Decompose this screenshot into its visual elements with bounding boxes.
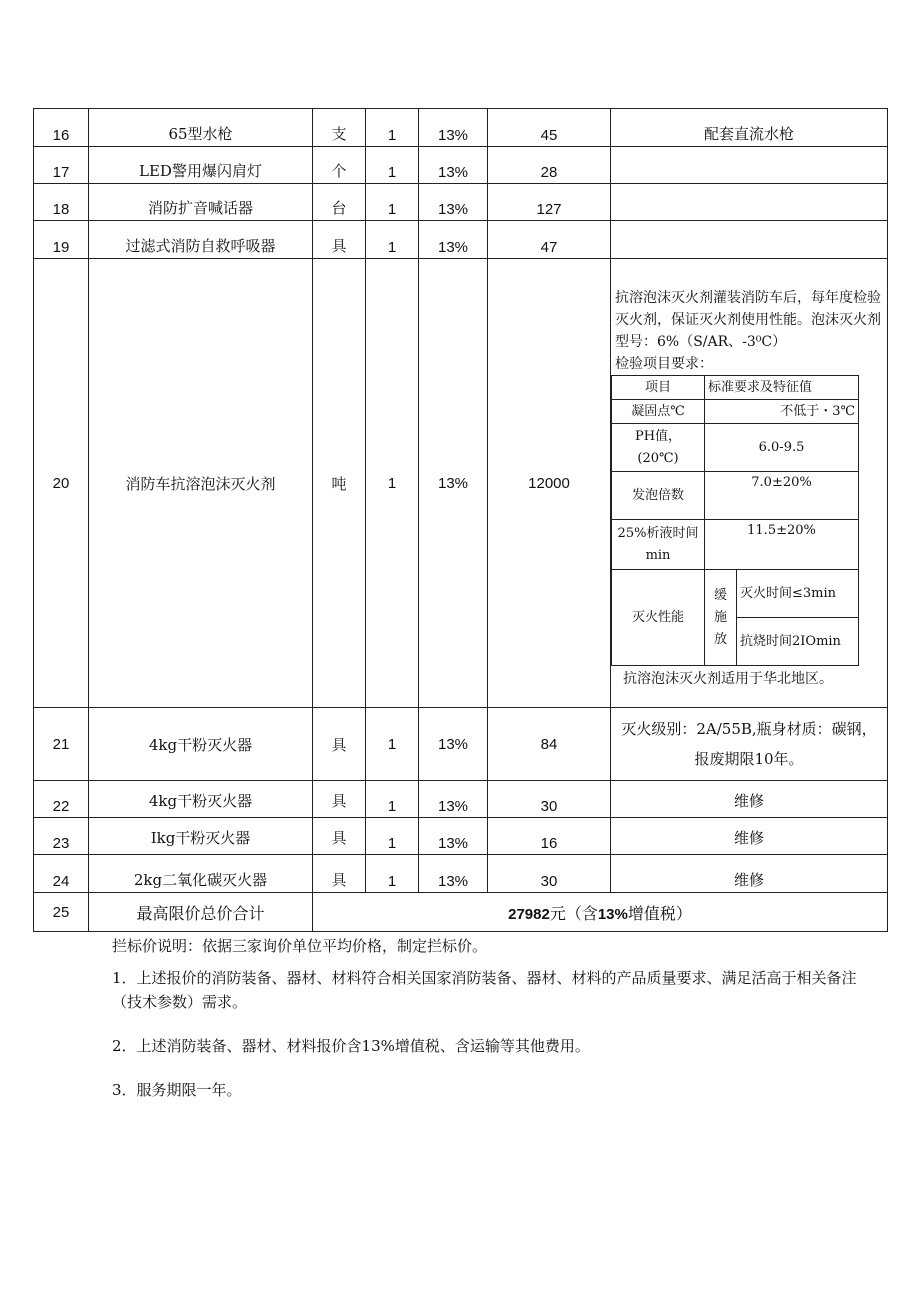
item-name: 65型水枪 [89, 109, 313, 147]
item-price: 84 [488, 708, 611, 781]
table-row [34, 708, 888, 781]
item-unit: 具 [313, 708, 366, 781]
row-number: 23 [34, 818, 89, 855]
item-unit: 具 [313, 781, 366, 818]
row-number: 22 [34, 781, 89, 818]
total-tax: 13% [597, 905, 628, 923]
price-table [33, 108, 888, 932]
foam-label: 发泡倍数 [612, 472, 705, 520]
fire-sub: 缓施放 [705, 570, 737, 666]
item-qty: 1 [366, 818, 419, 855]
spec-subtitle: 检验项目要求： [615, 356, 713, 372]
item-price: 30 [488, 781, 611, 818]
table-row [34, 855, 888, 893]
table-row [34, 184, 888, 221]
item-tax: 13% [419, 109, 488, 147]
fire-time: 灭火时间≤3min [737, 570, 859, 618]
item-qty: 1 [366, 781, 419, 818]
item-tax: 13% [419, 184, 488, 221]
item-price: 127 [488, 184, 611, 221]
burn-time: 抗烧时间2IOmin [737, 618, 859, 666]
item-unit: 支 [313, 109, 366, 147]
item-remark [611, 184, 888, 221]
drain-label: 25%析液时间min [612, 520, 705, 570]
item-qty: 1 [366, 184, 419, 221]
item-name: LED警用爆闪肩灯 [89, 147, 313, 184]
item-price: 47 [488, 221, 611, 259]
row-number: 18 [34, 184, 89, 221]
item-name: 2kg二氧化碳灭火器 [89, 855, 313, 893]
notes-item-1: 1．上述报价的消防装备、器材、材料符合相关国家消防装备、器材、材料的产品质量要求、满足活高于相关备注（技术参数）需求。 [112, 969, 857, 1011]
item-name: Ikg干粉灭火器 [89, 818, 313, 855]
notes-item-2: 2．上述消防装备、器材、材料报价含13%增值税、含运输等其他费用。 [112, 1037, 590, 1055]
item-price: 28 [488, 147, 611, 184]
table-row [34, 818, 888, 855]
item-unit: 具 [313, 818, 366, 855]
item-remark: 维修 [611, 781, 888, 818]
row-number: 19 [34, 221, 89, 259]
item-remark: 维修 [611, 855, 888, 893]
total-tax-suffix: 增值税） [627, 903, 692, 923]
item-name: 消防扩音喊话器 [89, 184, 313, 221]
ph-value: 6.0-9.5 [705, 424, 859, 472]
table-row [34, 147, 888, 184]
item-unit: 个 [313, 147, 366, 184]
foam-value: 7.0±20% [705, 472, 859, 520]
row-number: 16 [34, 109, 89, 147]
row-number: 17 [34, 147, 89, 184]
freeze-label: 凝固点℃ [612, 400, 705, 424]
total-amount-cell [313, 893, 888, 932]
total-suffix: 元（含 [549, 903, 598, 923]
item-tax: 13% [419, 855, 488, 893]
total-row [34, 893, 888, 932]
header-item: 项目 [612, 376, 705, 400]
item-remark [611, 221, 888, 259]
drain-value: 11.5±20% [705, 520, 859, 570]
item-remark: 灭火级别：2A/55B,瓶身材质：碳钢，报废期限10年。 [611, 708, 888, 781]
item-qty: 1 [366, 147, 419, 184]
spec-cell [611, 259, 888, 708]
total-label: 最高限价总价合计 [89, 893, 313, 932]
item-price: 30 [488, 855, 611, 893]
spec-intro: 抗溶泡沫灭火剂灌装消防车后，每年度检验灭火剂，保证灭火剂使用性能。泡沫灭火剂型号：6%（S/AR、-3⁰C） [615, 290, 881, 350]
item-price: 45 [488, 109, 611, 147]
item-qty: 1 [366, 221, 419, 259]
item-remark: 维修 [611, 818, 888, 855]
ph-label: PH值，(20℃) [612, 424, 705, 472]
freeze-value: 不低于・3℃ [705, 400, 859, 424]
total-amount: 27982 [508, 905, 550, 923]
notes-section [112, 934, 882, 1102]
item-name: 4kg干粉灭火器 [89, 708, 313, 781]
item-remark: 配套直流水枪 [611, 109, 888, 147]
table-row [34, 109, 888, 147]
table-row [34, 781, 888, 818]
item-price: 12000 [488, 259, 611, 708]
item-tax: 13% [419, 818, 488, 855]
item-unit: 具 [313, 221, 366, 259]
item-tax: 13% [419, 708, 488, 781]
spec-footer: 抗溶泡沫灭火剂适用于华北地区。 [623, 671, 833, 687]
row-number: 20 [34, 259, 89, 708]
row-number: 25 [34, 893, 89, 932]
row-number: 21 [34, 708, 89, 781]
item-tax: 13% [419, 259, 488, 708]
notes-intro: 拦标价说明：依据三家询价单位平均价格，制定拦标价。 [112, 937, 488, 955]
item-qty: 1 [366, 259, 419, 708]
item-qty: 1 [366, 855, 419, 893]
item-unit: 具 [313, 855, 366, 893]
item-tax: 13% [419, 147, 488, 184]
item-unit: 台 [313, 184, 366, 221]
row-number: 24 [34, 855, 89, 893]
item-name: 过滤式消防自救呼吸器 [89, 221, 313, 259]
item-qty: 1 [366, 708, 419, 781]
item-remark [611, 147, 888, 184]
header-standard: 标准要求及特征值 [705, 376, 859, 400]
table-row [34, 259, 888, 708]
item-unit: 吨 [313, 259, 366, 708]
fire-label: 灭火性能 [612, 570, 705, 666]
item-tax: 13% [419, 781, 488, 818]
notes-item-3: 3．服务期限一年。 [112, 1081, 242, 1099]
inspection-table [611, 375, 859, 666]
item-price: 16 [488, 818, 611, 855]
item-tax: 13% [419, 221, 488, 259]
item-name: 4kg干粉灭火器 [89, 781, 313, 818]
table-row [34, 221, 888, 259]
item-name: 消防车抗溶泡沫灭火剂 [89, 259, 313, 708]
item-qty: 1 [366, 109, 419, 147]
